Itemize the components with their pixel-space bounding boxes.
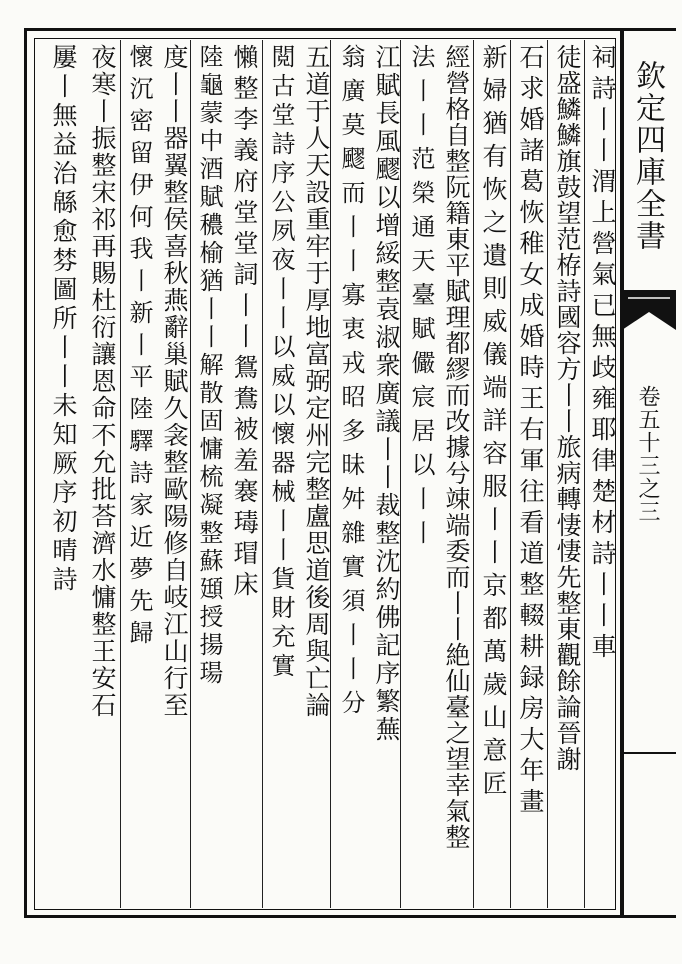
- text-column-13: 度丨丨器翼整侯喜秋燕辭巢賦久衾整歐陽修自岐江山行至: [160, 44, 189, 719]
- column-rule: [262, 40, 263, 908]
- text-column-3: 石求婚諸葛恢稚女成婚時王右軍往看道整輟耕録房大年畫: [516, 44, 545, 819]
- text-column-5: 經營格自整阮籍東平賦理都繆而改據兮竦端委而丨丨絶仙臺之望幸氣整: [442, 44, 471, 850]
- text-column-10: 閲古堂詩序公夙夜丨丨以威以懷器械丨丨貨財充實: [267, 44, 295, 682]
- text-column-9: 五道于人天設重牢于厚地富弼定州完整盧思道後周與亡論: [302, 44, 331, 719]
- fishtail-mark-icon: [622, 290, 676, 330]
- text-column-1: 祠詩丨丨渭上營氣已無歧雍耶律楚材詩丨丨車: [588, 44, 617, 664]
- text-column-15: 夜寒丨振整宋祁再賜杜衍讓恩命不允批荅濟水慵整王安石: [88, 44, 117, 719]
- text-column-8: 翁廣莫飂而丨丨寡衷戎昭多昧舛雜實須丨丨分: [337, 44, 365, 724]
- margin-rule: [622, 752, 676, 754]
- text-column-14: 懷沉密留伊何我丨新丨平陸驛詩家近夢先歸: [125, 44, 153, 652]
- column-rule: [120, 40, 121, 908]
- text-column-11: 懶整李義府堂堂詞丨丨鴛鴦被羞褰瑇瑁床: [230, 44, 259, 602]
- text-column-6: 法丨丨范榮通天臺賦儼宸居以丨丨: [407, 44, 435, 554]
- text-column-12: 陸龜蒙中酒賦穠榆猶丨丨解散固慵梳凝整蘇頲授揚瑒: [195, 44, 223, 688]
- text-column-2: 徒盛鱗鱗旗鼓望范栫詩國容方丨丨旅病轉悽悽先整東觀餘論晉謝: [553, 44, 582, 772]
- text-column-4: 新婦猶有恢之遺則威儀端詳容服丨丨京都萬歲山意匠: [479, 44, 508, 803]
- margin-book-title: 欽定四庫全書: [630, 60, 665, 252]
- text-column-16: 屢丨無益治緜愈棼圖所丨丨未知厥序初晴詩: [49, 44, 78, 595]
- text-column-7: 江賦長風飂以增綏整袁淑衆廣議丨丨裁整沈約佛記序繁蕪: [372, 44, 401, 744]
- margin-volume-number: 卷五十三之三: [635, 385, 660, 523]
